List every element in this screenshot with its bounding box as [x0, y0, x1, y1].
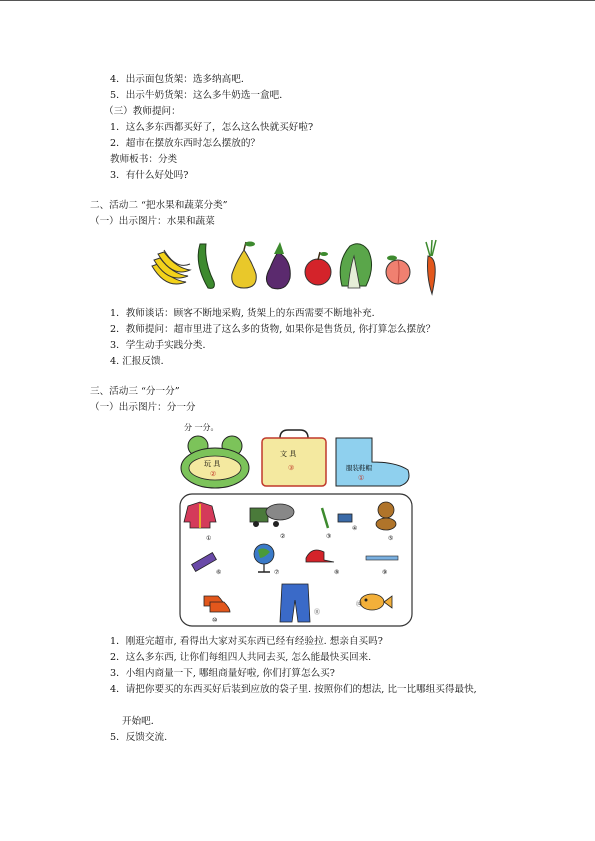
svg-text:②: ② — [210, 470, 217, 478]
toy-bag-label: 玩 具 — [204, 460, 221, 468]
carrot-icon — [426, 240, 436, 294]
section-2-item-1: 1．教师谈话：顾客不断地采购, 货架上的东西需要不断地补充． — [110, 308, 382, 319]
figure-caption: 分 一分。 — [184, 423, 219, 432]
cucumber-icon — [198, 244, 214, 288]
section-3-item-4: 4．请把你要买的东西买好后装到应放的袋子里. 按照你们的想法, 比一比哪组买得最快, — [110, 684, 477, 695]
section-3-subheading: （一）出示图片：分一分 — [90, 402, 196, 413]
section-3-item-5: 5．反馈交流. — [110, 732, 168, 743]
section-3-item-4-continued: 开始吧． — [122, 716, 161, 727]
svg-text:③: ③ — [288, 464, 295, 472]
svg-text:⑥: ⑥ — [216, 569, 222, 576]
svg-text:⑫: ⑫ — [356, 601, 363, 608]
section-2-item-4: 4. 汇报反馈． — [110, 356, 171, 367]
pear-icon — [232, 242, 257, 289]
step-5-milk-shelf: 5．出示牛奶货架：这么多牛奶选一盒吧． — [110, 90, 289, 101]
section-2-item-2: 2．教师提问：超市里进了这么多的货物, 如果你是售货员, 你打算怎么摆放？ — [110, 324, 436, 335]
stationery-bag — [262, 430, 326, 486]
svg-text:①: ① — [206, 535, 212, 542]
section-3-item-2: 2．这么多东西, 让你们每组四人共同去买, 怎么能最快买回来. — [110, 652, 372, 663]
clothing-bag-label: 服装鞋帽 — [346, 464, 372, 472]
clothing-bag-boot — [336, 438, 409, 486]
step-4-bread-shelf: 4．出示面包货架：选多纳高吧． — [110, 74, 251, 85]
question-2: 2．超市在摆放东西时怎么摆放的？ — [110, 138, 261, 149]
apple-icon — [305, 252, 331, 285]
svg-text:⑦: ⑦ — [274, 569, 280, 576]
question-3: 3．有什么好处吗? — [110, 170, 189, 181]
svg-text:⑨: ⑨ — [382, 569, 388, 576]
question-1: 1．这么多东西都买好了，怎么这么快就买好啦? — [110, 122, 314, 133]
svg-text:②: ② — [280, 533, 286, 540]
eggplant-icon — [266, 242, 290, 289]
banana-icon — [152, 250, 190, 284]
stationery-bag-label: 文 具 — [280, 450, 297, 458]
ruler-icon — [366, 556, 398, 560]
svg-text:⑩: ⑩ — [212, 617, 218, 624]
eraser-icon — [338, 514, 352, 522]
section-2-heading: 二、活动二 “把水果和蔬菜分类” — [90, 200, 228, 211]
svg-text:⑧: ⑧ — [334, 569, 340, 576]
section-2-subheading: （一）出示图片：水果和蔬菜 — [90, 216, 215, 227]
section-3-heading: 三、活动三 “分一分” — [90, 386, 180, 397]
sorting-illustration — [176, 418, 416, 630]
section-2-item-3: 3．学生动手实践分类． — [110, 340, 213, 351]
svg-text:④: ④ — [352, 525, 358, 532]
board-note: 教师板书：分类 — [110, 154, 178, 165]
svg-text:⑪: ⑪ — [314, 609, 321, 616]
peach-icon — [386, 256, 410, 285]
subheading-teacher-questions: （三）教师提问： — [104, 106, 181, 117]
top-rule — [0, 0, 595, 1]
section-3-item-3: 3．小组内商量一下, 哪组商量好啦, 你们打算怎么买? — [110, 668, 335, 679]
toy-bag-frog — [181, 436, 249, 488]
svg-text:⑤: ⑤ — [388, 535, 394, 542]
cabbage-icon — [340, 244, 371, 288]
section-3-item-1: 1．刚逛完超市, 看得出大家对买东西已经有经验拉. 想亲自买吗? — [110, 636, 383, 647]
fruits-vegetables-illustration — [146, 236, 446, 296]
svg-text:③: ③ — [326, 533, 332, 540]
svg-text:①: ① — [358, 474, 365, 482]
